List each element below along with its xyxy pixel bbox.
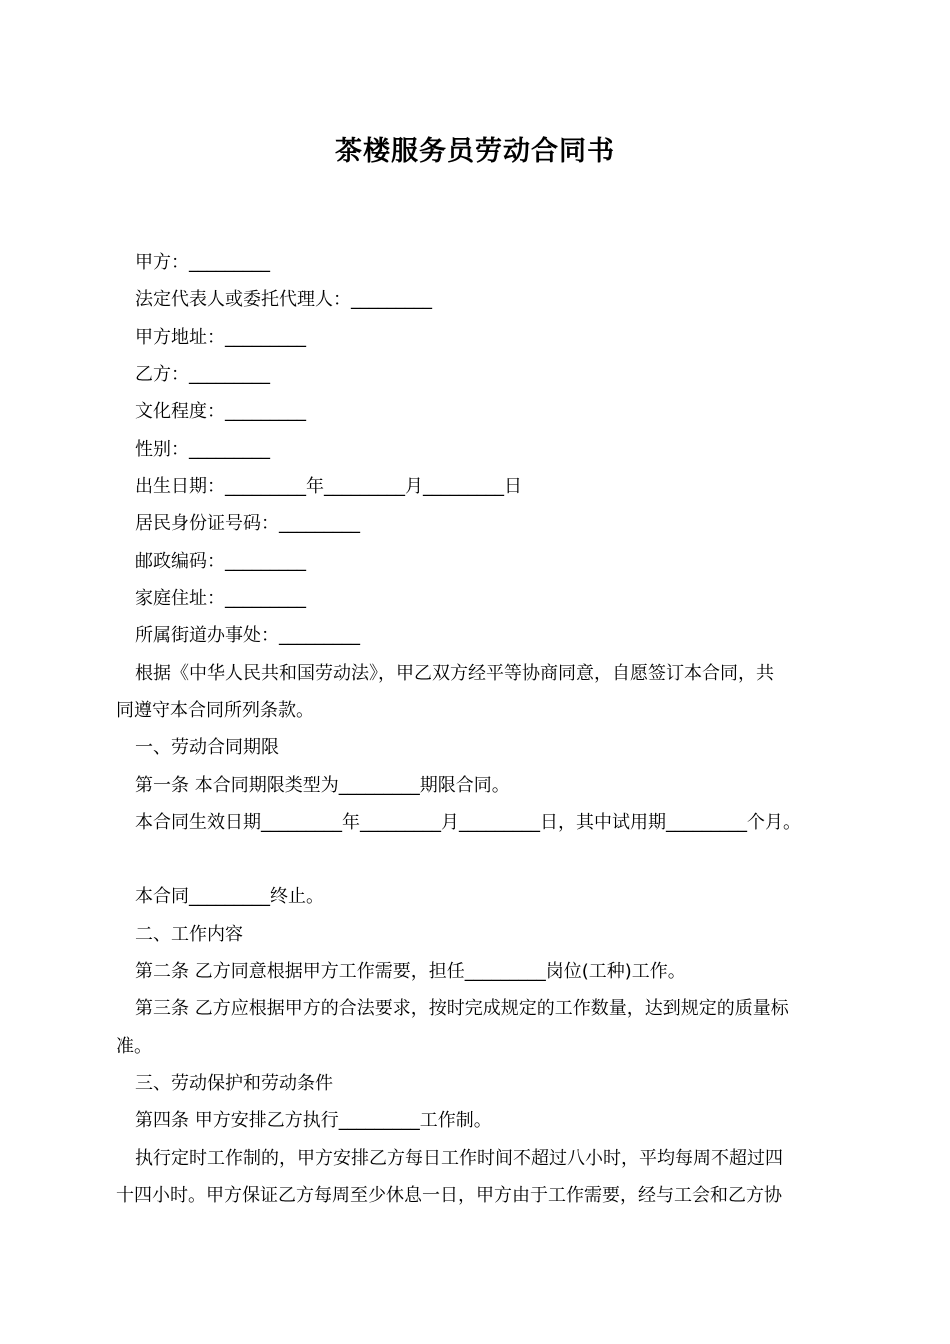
document-title: 茶楼服务员劳动合同书 <box>335 136 615 167</box>
legal-representative-field: 法定代表人或委托代理人：_________ <box>135 289 432 310</box>
termination-line: 本合同_________终止。 <box>135 886 324 907</box>
postal-code-field: 邮政编码：_________ <box>135 551 306 572</box>
article-3-line-1: 第三条 乙方应根据甲方的合法要求，按时完成规定的工作数量，达到规定的质量标 <box>135 998 789 1019</box>
education-field: 文化程度：_________ <box>135 401 306 422</box>
article-4: 第四条 甲方安排乙方执行_________工作制。 <box>135 1110 492 1131</box>
id-number-field: 居民身份证号码：_________ <box>135 513 360 534</box>
working-hours-line-1: 执行定时工作制的，甲方安排乙方每日工作时间不超过八小时，平均每周不超过四 <box>135 1148 783 1169</box>
home-address-field: 家庭住址：_________ <box>135 588 306 609</box>
effective-date-line: 本合同生效日期_________年_________月_________日，其中试用期_________个月。 <box>135 812 801 833</box>
street-office-field: 所属街道办事处：_________ <box>135 625 360 646</box>
article-2: 第二条 乙方同意根据甲方工作需要，担任_________岗位(工种)工作。 <box>135 961 686 982</box>
article-3-line-2: 准。 <box>116 1036 152 1057</box>
section-heading-protection: 三、劳动保护和劳动条件 <box>135 1073 333 1094</box>
working-hours-line-2: 十四小时。甲方保证乙方每周至少休息一日，甲方由于工作需要，经与工会和乙方协 <box>116 1185 782 1206</box>
article-1: 第一条 本合同期限类型为_________期限合同。 <box>135 775 510 796</box>
preamble-line-2: 同遵守本合同所列条款。 <box>116 700 314 721</box>
birth-date-field: 出生日期：_________年_________月_________日 <box>135 476 522 497</box>
party-a-address-field: 甲方地址：_________ <box>135 327 306 348</box>
party-b-field: 乙方：_________ <box>135 364 270 385</box>
preamble-line-1: 根据《中华人民共和国劳动法》，甲乙双方经平等协商同意，自愿签订本合同，共 <box>135 663 774 684</box>
gender-field: 性别：_________ <box>135 439 270 460</box>
section-heading-term: 一、劳动合同期限 <box>135 737 279 758</box>
section-heading-work: 二、工作内容 <box>135 924 243 945</box>
party-a-field: 甲方：_________ <box>135 252 270 273</box>
